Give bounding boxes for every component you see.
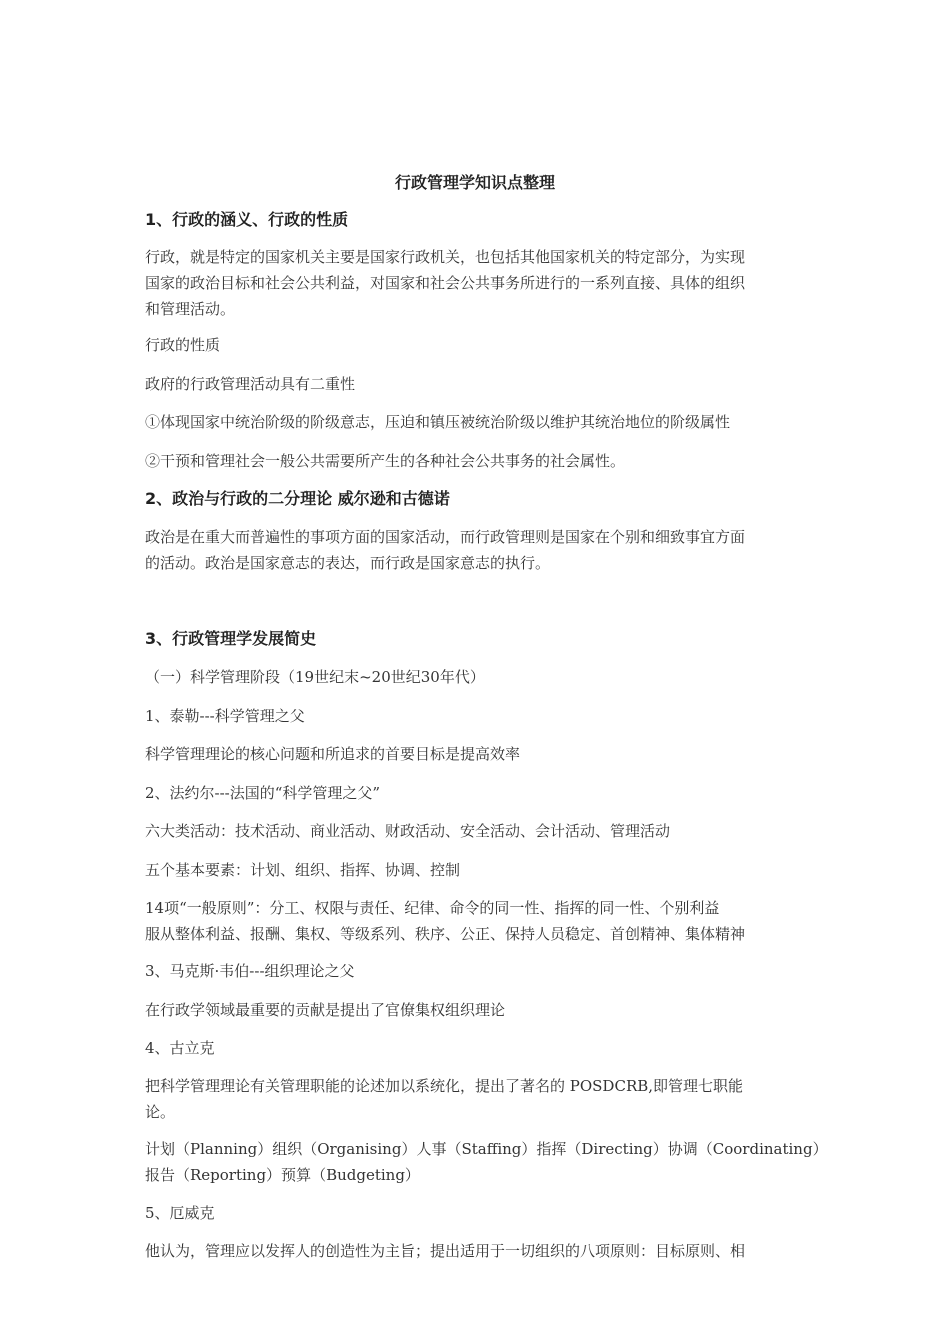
- text-line: 的活动。政治是国家意志的表达，而行政是国家意志的执行。: [145, 554, 551, 572]
- section-1-paragraph-class: [145, 409, 811, 435]
- section-3-paragraph-taylor: [145, 703, 811, 729]
- text-line: 1、泰勒---科学管理之父: [145, 707, 305, 725]
- text-line: 政府的行政管理活动具有二重性: [145, 375, 356, 393]
- section-3-paragraph-five-elements: [145, 857, 811, 883]
- text-line: 4、古立克: [145, 1039, 215, 1057]
- text-line: 14项“一般原则”：分工、权限与责任、纪律、命令的同一性、指挥的同一性、个别利益: [145, 899, 720, 917]
- section-1-paragraph-duality: [145, 371, 811, 397]
- section-3-paragraph-seven-functions: [145, 1136, 828, 1188]
- text-line: 和管理活动。: [145, 300, 236, 318]
- section-3-paragraph-urwick: [145, 1200, 811, 1226]
- text-line: 五个基本要素：计划、组织、指挥、协调、控制: [145, 861, 461, 879]
- text-line: 报告（Reporting）预算（Budgeting）: [145, 1166, 420, 1184]
- section-3-paragraph-gulick: [145, 1035, 811, 1061]
- text-line: ①体现国家中统治阶级的阶级意志，压迫和镇压被统治阶级以维护其统治地位的阶级属性: [145, 413, 731, 431]
- section-3-paragraph-stage: [145, 664, 811, 690]
- text-line: 5、厄威克: [145, 1204, 215, 1222]
- section-3-paragraph-fayol: [145, 780, 811, 806]
- text-line: 服从整体利益、报酬、集权、等级系列、秩序、公正、保持人员稳定、首创精神、集体精神: [145, 925, 746, 943]
- text-line: 论。: [145, 1103, 176, 1121]
- section-2-heading: 2、政治与行政的二分理论 威尔逊和古德诺: [145, 489, 450, 508]
- section-3-paragraph-weber: [145, 958, 811, 984]
- section-3-paragraph-eight-principles: [145, 1238, 811, 1264]
- text-line: 科学管理理论的核心问题和所追求的首要目标是提高效率: [145, 745, 521, 763]
- section-1-paragraph-social: [145, 448, 811, 474]
- text-line: 把科学管理理论有关管理职能的论述加以系统化，提出了著名的 POSDCRB,即管理七职能: [145, 1077, 744, 1095]
- text-line: 六大类活动：技术活动、商业活动、财政活动、安全活动、会计活动、管理活动: [145, 822, 671, 840]
- section-1-heading: 1、行政的涵义、行政的性质: [145, 210, 349, 229]
- section-3-paragraph-posdcrb: [145, 1073, 811, 1125]
- text-line: 他认为，管理应以发挥人的创造性为主旨；提出适用于一切组织的八项原则：目标原则、相: [145, 1242, 746, 1260]
- text-line: 2、法约尔---法国的“科学管理之父”: [145, 784, 381, 802]
- text-line: 行政，就是特定的国家机关主要是国家行政机关，也包括其他国家机关的特定部分，为实现: [145, 248, 746, 266]
- text-line: 政治是在重大而普遍性的事项方面的国家活动，而行政管理则是国家在个别和细致事宜方面: [145, 528, 746, 546]
- text-line: 行政的性质: [145, 336, 221, 354]
- section-3-paragraph-bureaucracy: [145, 997, 811, 1023]
- section-1-paragraph-definition: [145, 244, 811, 322]
- document-title: 行政管理学知识点整理: [394, 173, 555, 192]
- text-line: 国家的政治目标和社会公共利益，对国家和社会公共事务所进行的一系列直接、具体的组织: [145, 274, 746, 292]
- text-line: 计划（Planning）组织（Organising）人事（Staffing）指挥（Directing）协调（Coordinating）: [145, 1140, 828, 1158]
- section-3-paragraph-six-activities: [145, 818, 811, 844]
- text-line: 3、马克斯·韦伯---组织理论之父: [145, 962, 355, 980]
- section-1-paragraph-nature: [145, 332, 811, 358]
- section-2-paragraph: [145, 524, 811, 576]
- section-3-paragraph-efficiency: [145, 741, 811, 767]
- text-line: （一）科学管理阶段（19世纪末~20世纪30年代）: [145, 668, 485, 686]
- text-line: 在行政学领域最重要的贡献是提出了官僚集权组织理论: [145, 1001, 506, 1019]
- text-line: ②干预和管理社会一般公共需要所产生的各种社会公共事务的社会属性。: [145, 452, 626, 470]
- section-3-heading: 3、行政管理学发展简史: [145, 629, 317, 648]
- section-3-paragraph-14-principles: [145, 895, 811, 947]
